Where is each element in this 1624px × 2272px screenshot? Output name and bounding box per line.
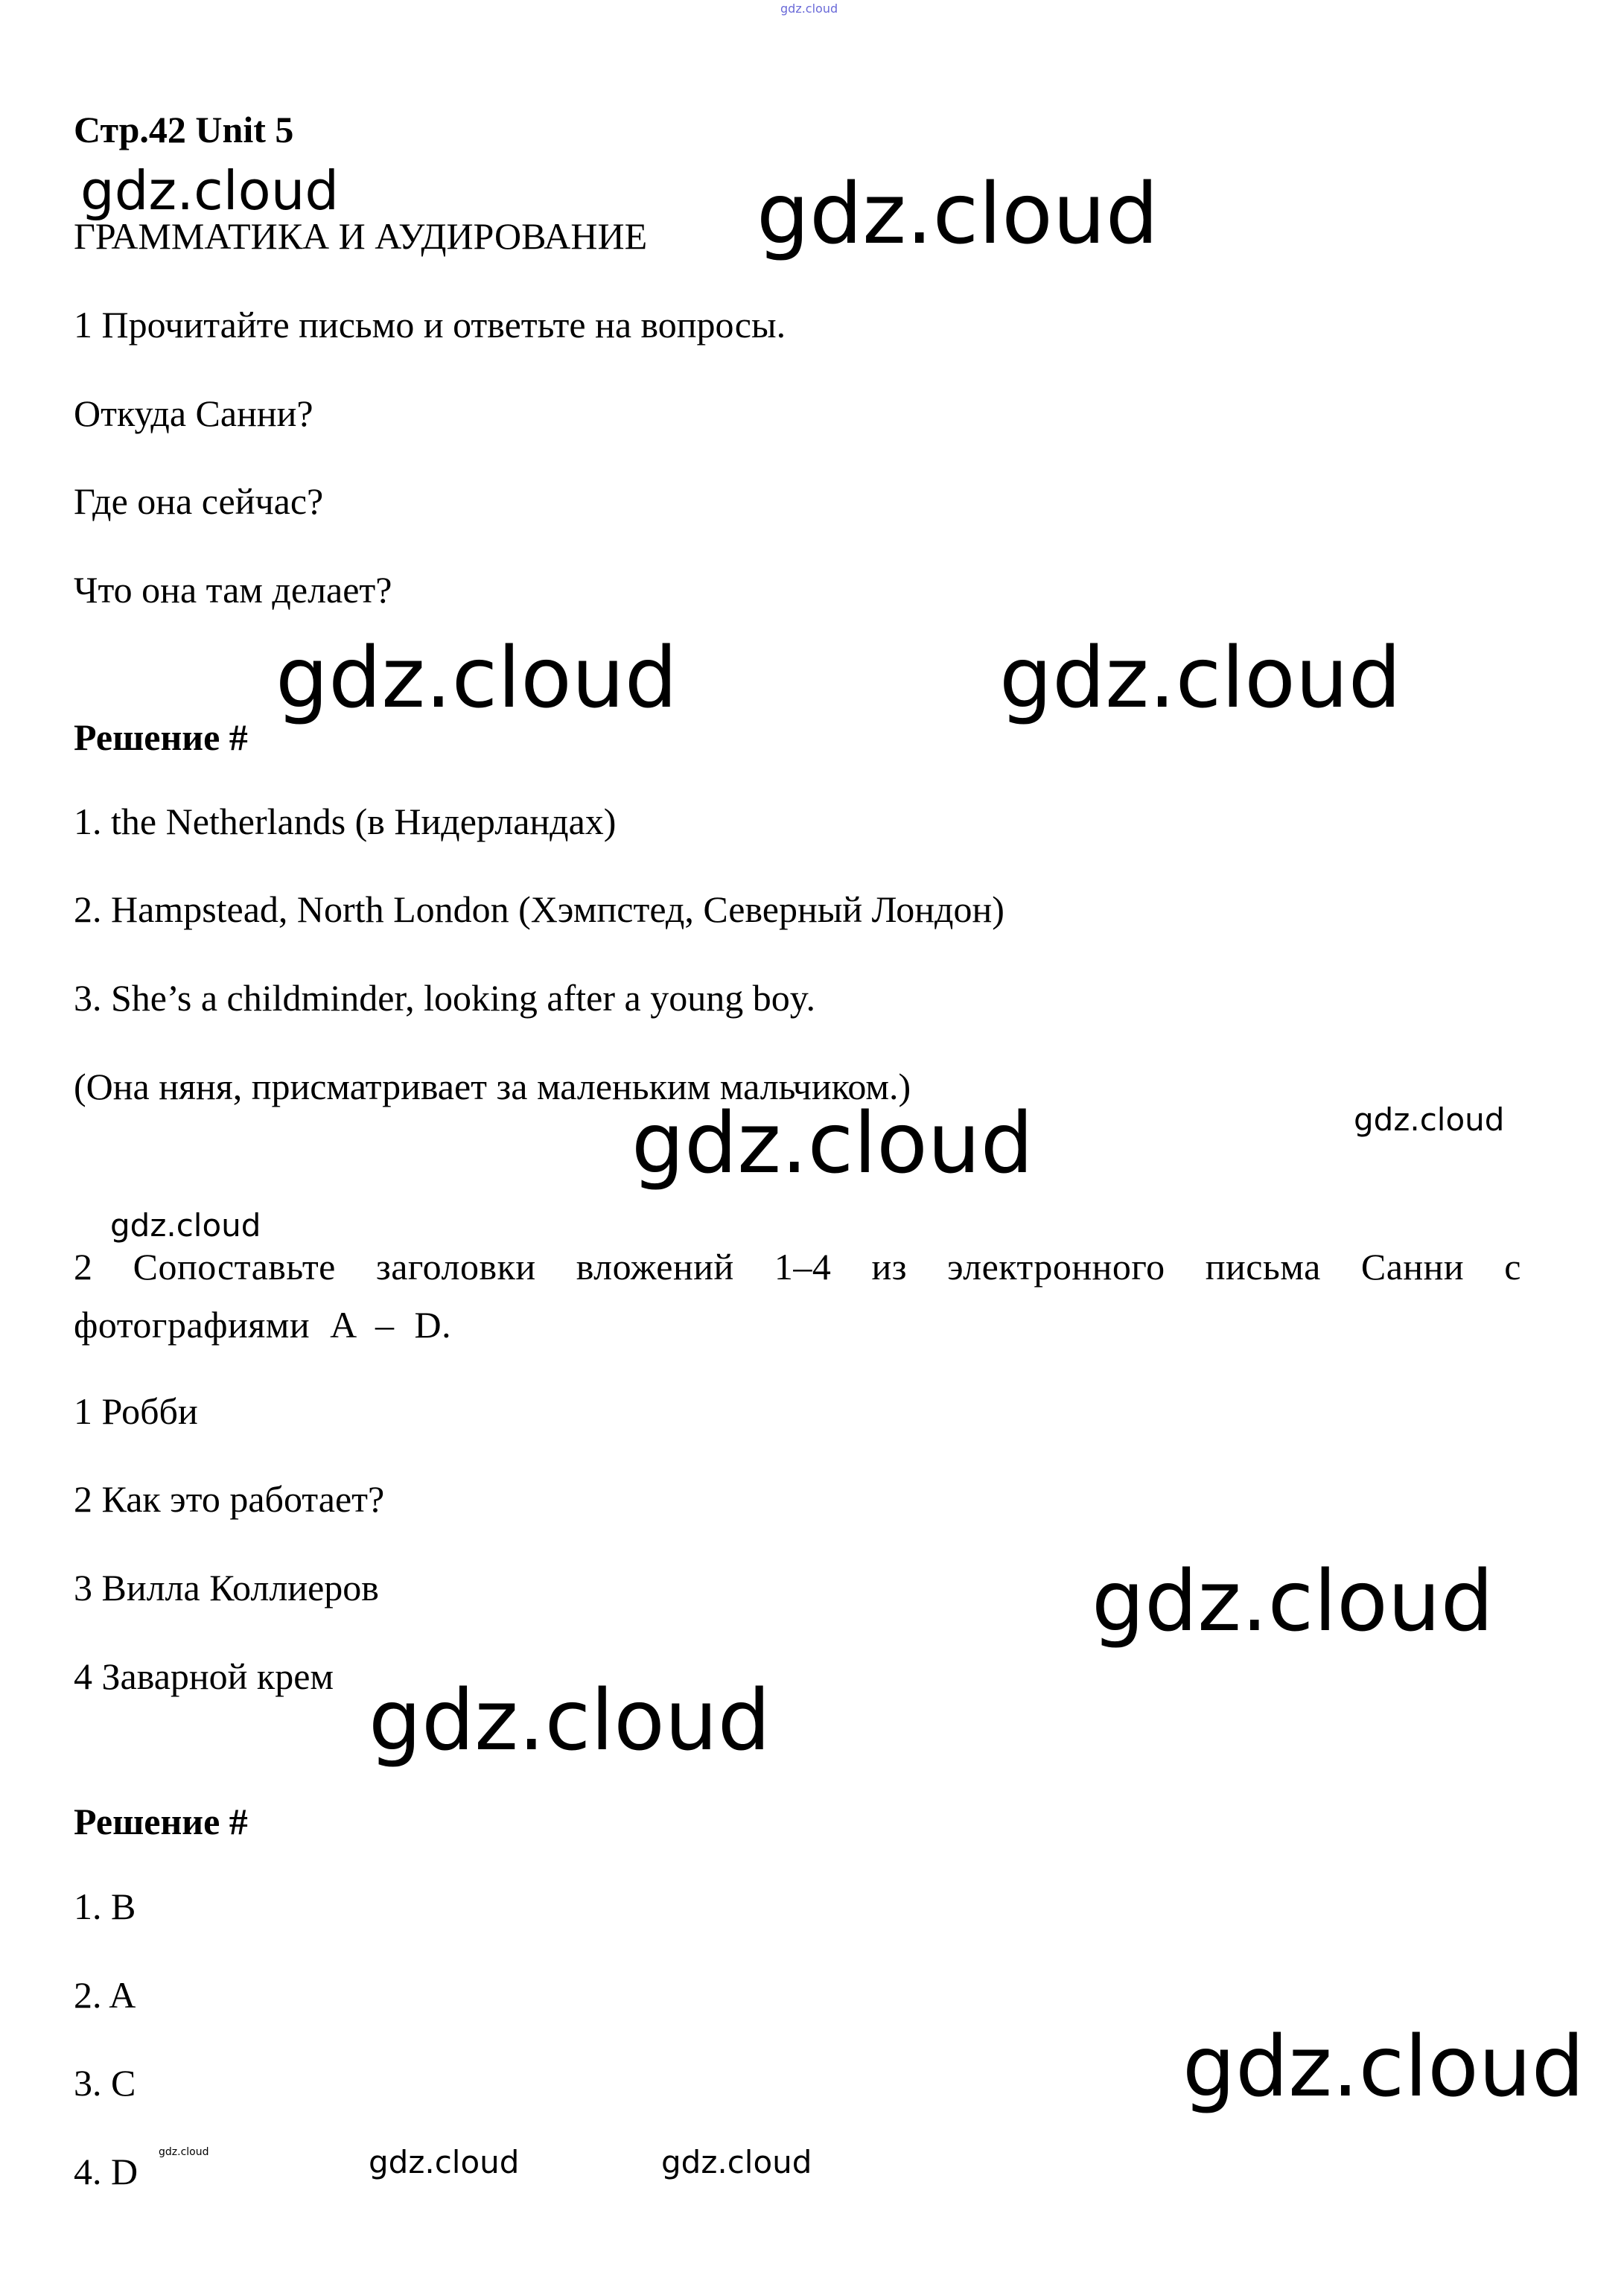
task1-answer-3: 3. She’s a childminder, looking after a young boy. (74, 977, 815, 1019)
watermark: gdz.cloud (757, 166, 1159, 263)
watermark: gdz.cloud (369, 1673, 771, 1769)
task2-item-1: 1 Робби (74, 1390, 198, 1432)
task2-prompt: 2 Сопоставьте заголовки вложений 1–4 из электронного письма Санни с фотографиями A – D. (74, 1246, 1521, 1346)
watermark: gdz.cloud (631, 1095, 1034, 1192)
task1-prompt: 1 Прочитайте письмо и ответьте на вопросы. (74, 304, 786, 346)
task1-question-3: Что она там делает? (74, 569, 392, 611)
watermark: gdz.cloud (1182, 2019, 1585, 2116)
watermark: gdz.cloud (110, 1207, 261, 1244)
watermark: gdz.cloud (1092, 1553, 1494, 1650)
watermark: gdz.cloud (661, 2144, 812, 2180)
task2-answer-3: 3. C (74, 2062, 136, 2104)
task2-item-4: 4 Заварной крем (74, 1655, 334, 1697)
task1-answer-translation: (Она няня, присматривает за маленьким мальчиком.) (74, 1066, 911, 1107)
task2-solution-label: Решение # (74, 1801, 248, 1842)
watermark: gdz.cloud (999, 630, 1401, 727)
task2-answer-2: 2. A (74, 1974, 136, 2016)
watermark: gdz.cloud (80, 159, 340, 222)
task1-answer-1: 1. the Netherlands (в Нидерландах) (74, 801, 617, 842)
section-title: ГРАММАТИКА И АУДИРОВАНИЕ (74, 215, 648, 257)
watermark: gdz.cloud (369, 2144, 520, 2180)
task2-item-3: 3 Вилла Коллиеров (74, 1567, 379, 1608)
watermark-top: gdz.cloud (780, 1, 838, 16)
task1-question-1: Откуда Санни? (74, 392, 313, 434)
task2-answer-4: 4. D (74, 2151, 138, 2192)
watermark: gdz.cloud (1354, 1101, 1505, 1138)
task2-item-2: 2 Как это работает? (74, 1478, 385, 1520)
task1-question-2: Где она сейчас? (74, 480, 324, 522)
task1-solution-label: Решение # (74, 716, 248, 758)
watermark: gdz.cloud (276, 630, 678, 727)
page-title: Стр.42 Unit 5 (74, 109, 294, 150)
watermark: gdz.cloud (159, 2146, 209, 2158)
task1-answer-2: 2. Hampstead, North London (Хэмпстед, Северный Лондон) (74, 888, 1004, 930)
task2-answer-1: 1. B (74, 1886, 136, 1927)
